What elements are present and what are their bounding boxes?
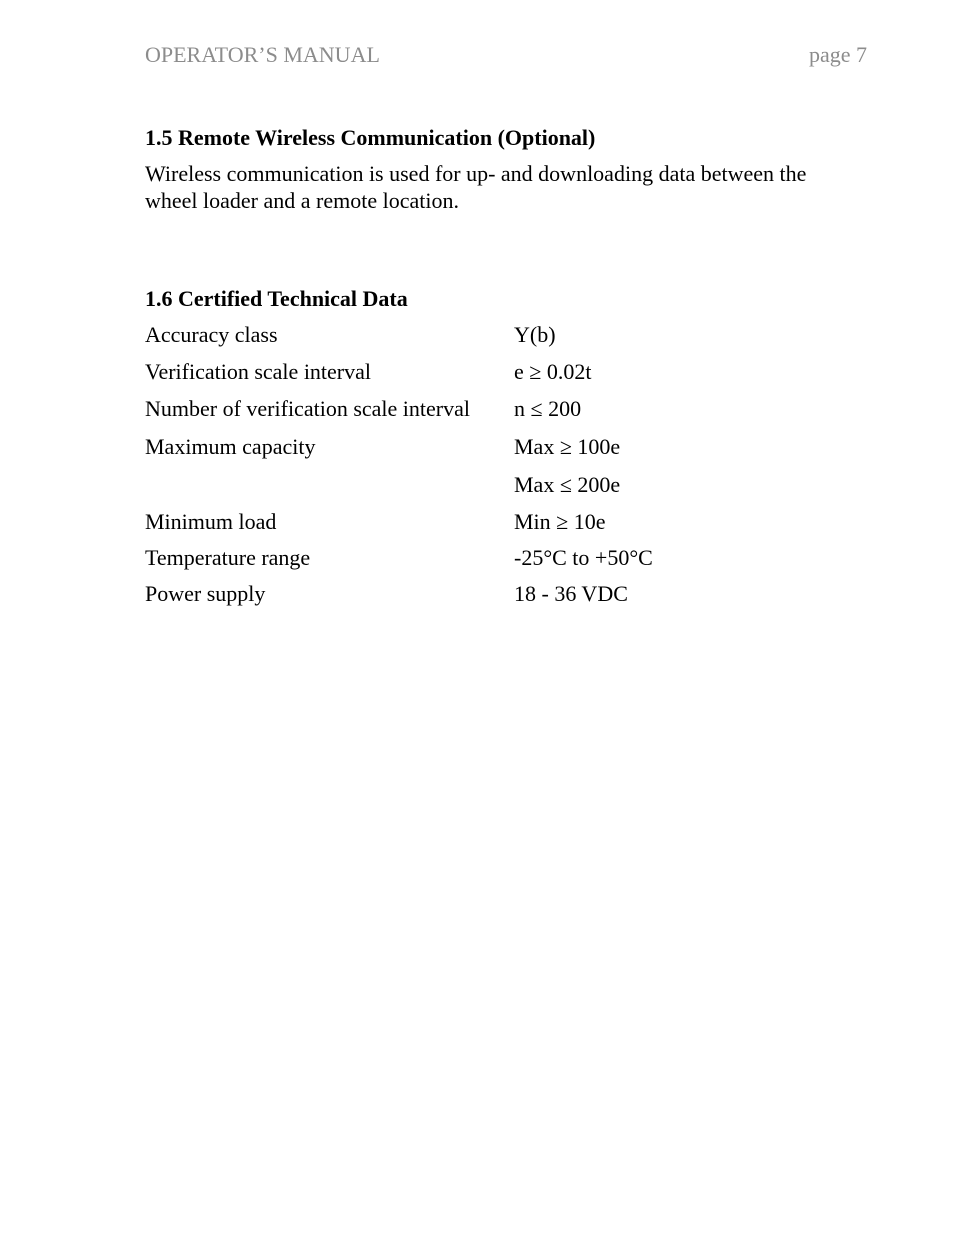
spec-label: Accuracy class [145,322,278,347]
spec-row-number-of-intervals [145,396,860,426]
spec-row-maximum-capacity-upper [145,472,860,502]
manual-title: OPERATOR’S MANUAL [145,42,380,67]
spec-row-maximum-capacity [145,434,860,464]
spec-label: Verification scale interval [145,359,372,384]
page-header [145,42,867,70]
spec-label: Minimum load [145,509,277,534]
spec-row-minimum-load [145,509,860,539]
spec-label: Temperature range [145,545,311,570]
spec-value: Min ≥ 10e [514,509,606,534]
spec-value: 18 - 36 VDC [514,581,628,606]
spec-label: Number of verification scale interval [145,396,470,421]
section-paragraph-remote-wireless: Wireless communication is used for up- and downloading data between the wheel loader and a remote location. [145,161,807,213]
spec-label: Power supply [145,581,266,606]
spec-value: -25°C to +50°C [514,545,653,570]
spec-value: n ≤ 200 [514,396,582,421]
section-heading-certified-data: 1.6 Certified Technical Data [145,286,408,311]
spec-value: Max ≤ 200e [514,472,621,497]
spec-value: e ≥ 0.02t [514,359,592,384]
spec-row-accuracy-class [145,322,860,352]
spec-row-temperature-range [145,545,860,575]
page-number: page 7 [808,42,867,67]
spec-row-verification-interval [145,359,860,389]
spec-value: Max ≥ 100e [514,434,621,459]
spec-value: Y(b) [514,322,556,347]
spec-label: Maximum capacity [145,434,316,459]
section-heading-remote-wireless: 1.5 Remote Wireless Communication (Optional) [145,125,596,150]
spec-row-power-supply [145,581,860,611]
